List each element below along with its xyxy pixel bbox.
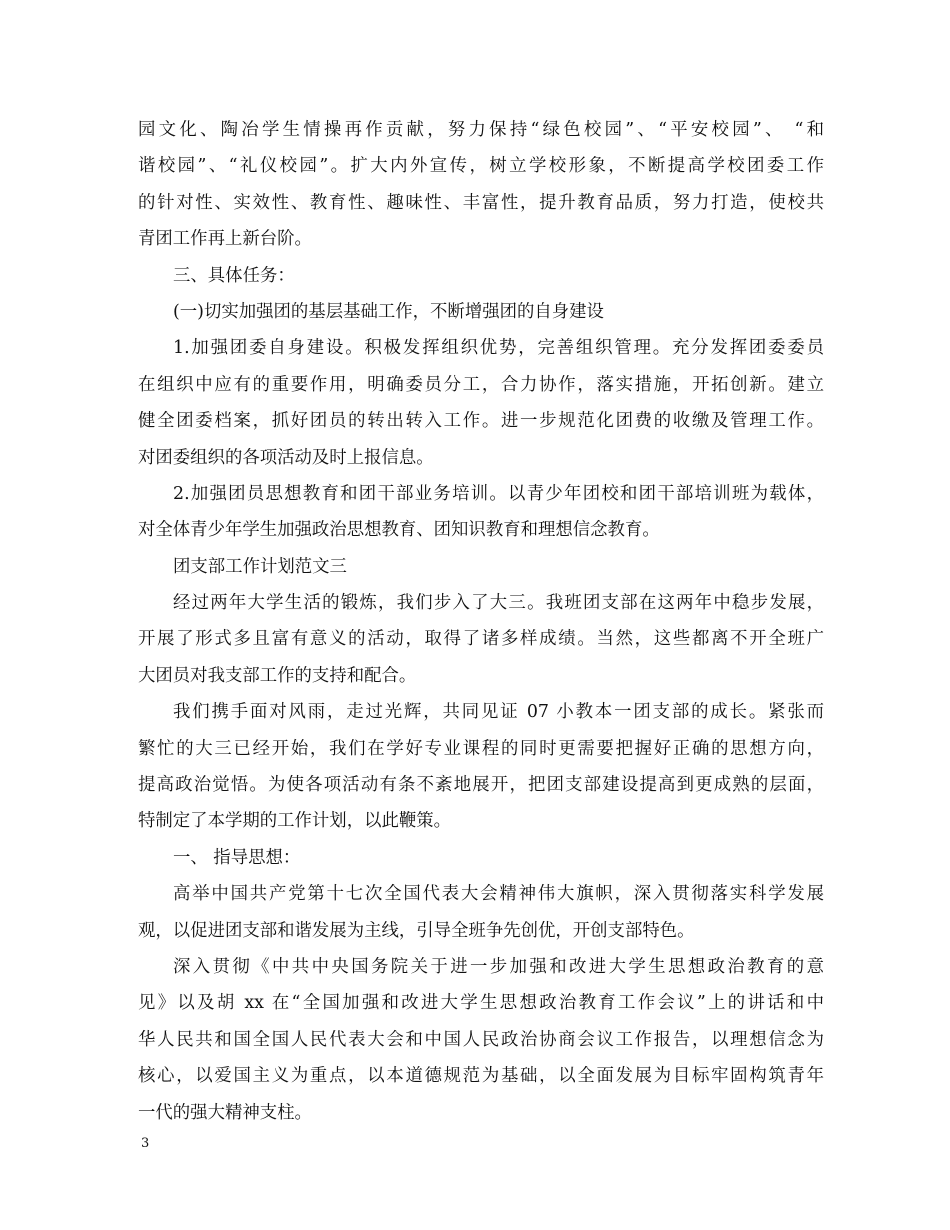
body-line-26: 华人民共和国全国人民代表大会和中国人民政治协商会议工作报告，以理想信念为	[138, 1029, 824, 1050]
body-line-9: 健全团委档案，抓好团员的转出转入工作。进一步规范化团费的收缴及管理工作。	[138, 411, 824, 432]
body-line-27: 核心，以爱国主义为重点，以本道德规范为基础，以全面发展为目标牢固构筑青年	[138, 1066, 824, 1087]
body-line-25: 见》以及胡 xx 在“全国加强和改进大学生思想政治教育工作会议”上的讲话和中	[138, 993, 824, 1014]
body-line-7: 1.加强团委自身建设。积极发挥组织优势，完善组织管理。充分发挥团委委员	[173, 338, 824, 359]
section-heading-guiding-thought: 一、 指导思想：	[173, 847, 301, 868]
body-line-16: 大团员对我支部工作的支持和配合。	[138, 665, 417, 686]
body-line-17: 我们携手面对风雨，走过光辉，共同见证 07 小教本一团支部的成长。紧张而	[173, 702, 824, 723]
body-line-14: 经过两年大学生活的锻炼，我们步入了大三。我班团支部在这两年中稳步发展，	[173, 593, 824, 614]
page-number: 3	[141, 1136, 150, 1151]
body-line-20: 特制定了本学期的工作计划，以此鞭策。	[138, 811, 452, 832]
body-line-22: 高举中国共产党第十七次全国代表大会精神伟大旗帜，深入贯彻落实科学发展	[173, 884, 824, 905]
body-line-15: 开展了形式多且富有意义的活动，取得了诸多样成绩。当然，这些都离不开全班广	[138, 629, 824, 650]
body-line-8: 在组织中应有的重要作用，明确委员分工，合力协作，落实措施，开拓创新。建立	[138, 374, 824, 395]
body-line-2: 谐校园”、“礼仪校园”。扩大内外宣传，树立学校形象，不断提高学校团委工作	[138, 156, 824, 177]
body-line-28: 一代的强大精神支柱。	[138, 1102, 312, 1123]
document-body	[138, 112, 824, 1131]
body-line-11: 2.加强团员思想教育和团干部业务培训。以青少年团校和团干部培训班为载体，	[173, 483, 824, 504]
body-line-19: 提高政治觉悟。为使各项活动有条不紊地展开，把团支部建设提高到更成熟的层面，	[138, 775, 824, 796]
body-line-3: 的针对性、实效性、教育性、趣味性、丰富性，提升教育品质，努力打造，使校共	[138, 192, 824, 213]
body-line-18: 繁忙的大三已经开始，我们在学好专业课程的同时更需要把握好正确的思想方向，	[138, 738, 824, 759]
body-line-12: 对全体青少年学生加强政治思想教育、团知识教育和理想信念教育。	[138, 520, 660, 541]
body-line-23: 观，以促进团支部和谐发展为主线，引导全班争先创优，开创支部特色。	[138, 920, 695, 941]
section-title-sample-three: 团支部工作计划范文三	[173, 556, 347, 577]
body-line-1: 园文化、陶冶学生情操再作贡献，努力保持“绿色校园”、“平安校园”、 “和	[138, 120, 824, 140]
body-line-24: 深入贯彻《中共中央国务院关于进一步加强和改进大学生思想政治教育的意	[173, 956, 824, 977]
body-line-4: 青团工作再上新台阶。	[138, 229, 312, 250]
section-heading-specific-tasks: 三、具体任务：	[173, 265, 295, 286]
subsection-heading-1: (一)切实加强团的基层基础工作，不断增强团的自身建设	[173, 301, 604, 322]
body-line-10: 对团委组织的各项活动及时上报信息。	[138, 447, 434, 468]
